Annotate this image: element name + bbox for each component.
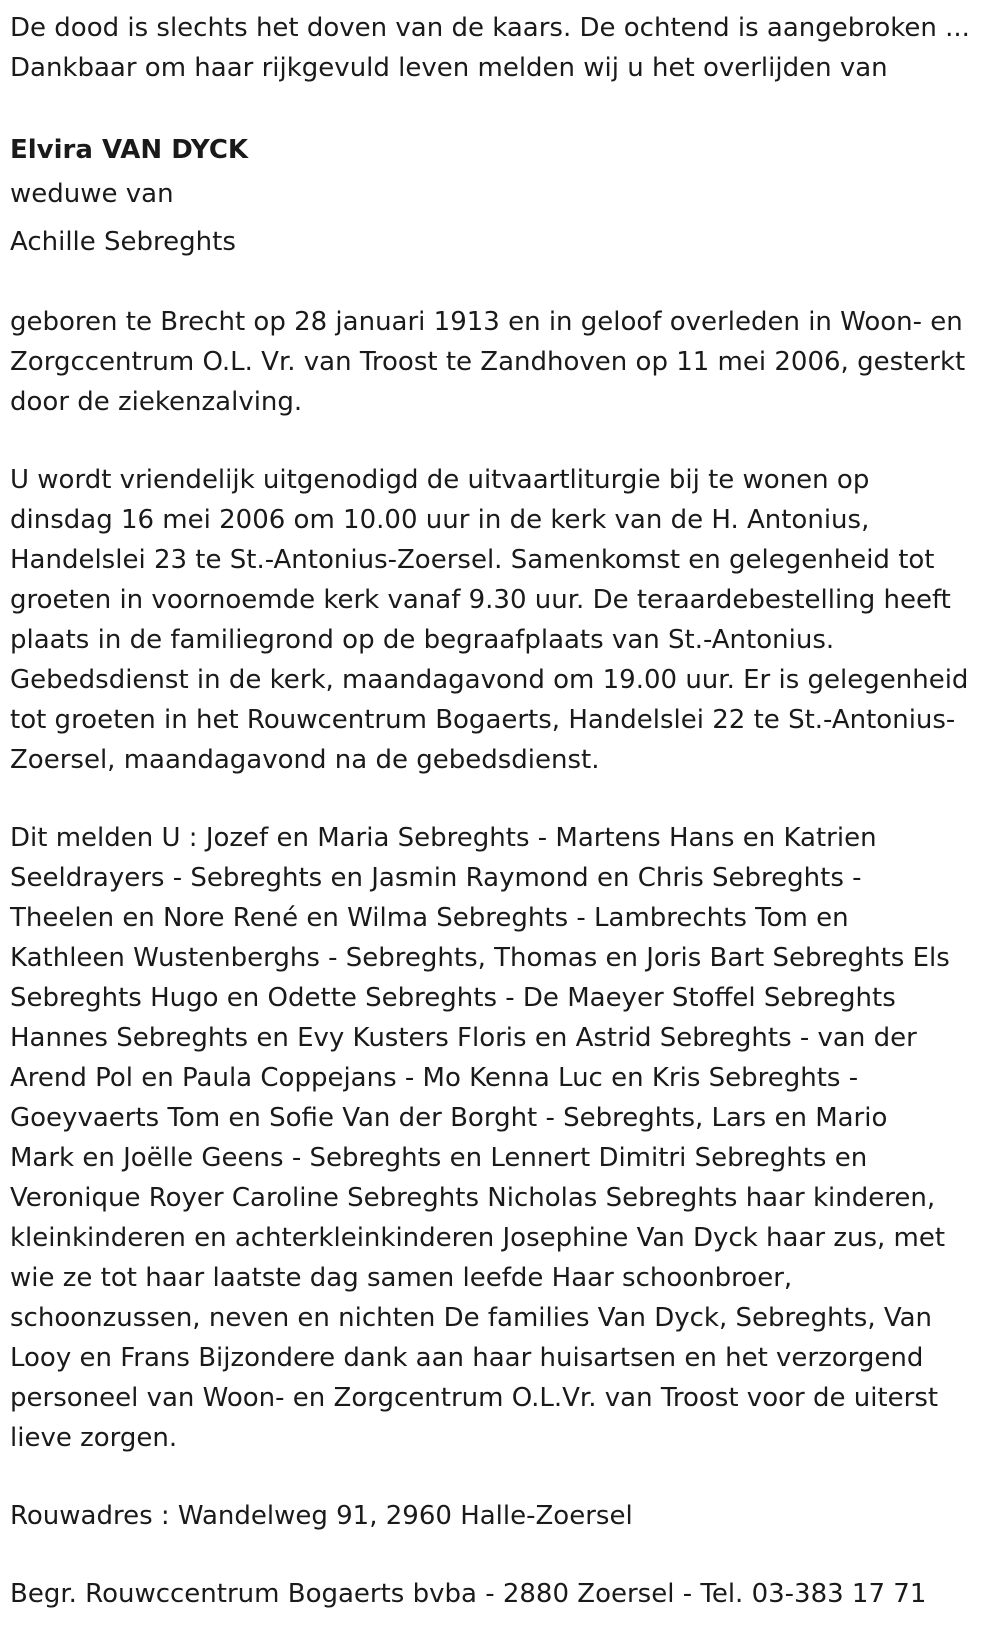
spacer <box>10 780 995 818</box>
mourning-address: Rouwadres : Wandelweg 91, 2960 Halle-Zoersel <box>10 1501 633 1531</box>
intro-line-1: De dood is slechts het doven van de kaars. De ochtend is aangebroken ... <box>10 13 970 43</box>
funeral-paragraph: U wordt vriendelijk uitgenodigd de uitvaartliturgie bij te wonen op dinsdag 16 mei 2006 om 10.00 uur in de kerk van de H. Antonius, Handelslei 23 te St.-Antonius-Zoersel. Samenkomst en gelegenheid tot groeten in voornoemde kerk vanaf 9.30 uur. De teraardebestelling heeft plaats in de familiegrond op de begraafplaats van St.-Antonius. Gebedsdienst in de kerk, maandagavond om 19.00 uur. Er is gelegenheid tot groeten in het Rouwcentrum Bogaerts, Handelslei 22 te St.-Antonius- Zoersel, maandagavond na de gebedsdienst. <box>10 465 969 775</box>
announced-by-paragraph: Dit melden U : Jozef en Maria Sebreghts - Martens Hans en Katrien Seeldrayers - Sebreghts en Jasmin Raymond en Chris Sebreghts - Theelen en Nore René en Wilma Sebreghts - Lambrechts Tom en Kathleen Wustenberghs - Sebreghts, Thomas en Joris Bart Sebreghts Els Sebreghts Hugo en Odette Sebreghts - De Maeyer Stoffel Sebreghts Hannes Sebreghts en Evy Kusters Floris en Astrid Sebreghts - van der Arend Pol en Paula Coppejans - Mo Kenna Luc en Kris Sebreghts - Goeyvaerts Tom en Sofie Van der Borght - Sebreghts, Lars en Mario Mark en Joëlle Geens - Sebreghts en Lennert Dimitri Sebreghts en Veronique Royer Caroline Sebreghts Nicholas Sebreghts haar kinderen, kleinkinderen en achterkleinkinderen Josephine Van Dyck haar zus, met wie ze tot haar laatste dag samen leefde Haar schoonbroer, schoonzussen, neven en nichten De families Van Dyck, Sebreghts, Van Looy en Frans Bijzondere dank aan haar huisartsen en het verzorgend personeel van Woon- en Zorgcentrum O.L.Vr. van Troost voor de uiterst lieve zorgen. <box>10 823 950 1453</box>
deceased-spouse: Achille Sebreghts <box>10 227 236 257</box>
obituary-document <box>10 8 995 1614</box>
birth-death-paragraph: geboren te Brecht op 28 januari 1913 en in geloof overleden in Woon- en Zorgccentrum O.L. Vr. van Troost te Zandhoven op 11 mei 2006, gesterkt door de ziekenzalving. <box>10 307 966 417</box>
intro-line-2: Dankbaar om haar rijkgevuld leven melden wij u het overlijden van <box>10 53 888 83</box>
spacer <box>10 88 995 128</box>
funeral-home-contact: Begr. Rouwccentrum Bogaerts bvba - 2880 Zoersel - Tel. 03-383 17 71 <box>10 1579 927 1609</box>
spacer <box>10 422 995 460</box>
deceased-block <box>10 128 995 266</box>
deceased-name: Elvira VAN DYCK <box>10 135 249 165</box>
spacer <box>10 1536 995 1574</box>
spacer <box>10 1458 995 1496</box>
deceased-relation: weduwe van <box>10 179 174 209</box>
spacer <box>10 266 995 302</box>
